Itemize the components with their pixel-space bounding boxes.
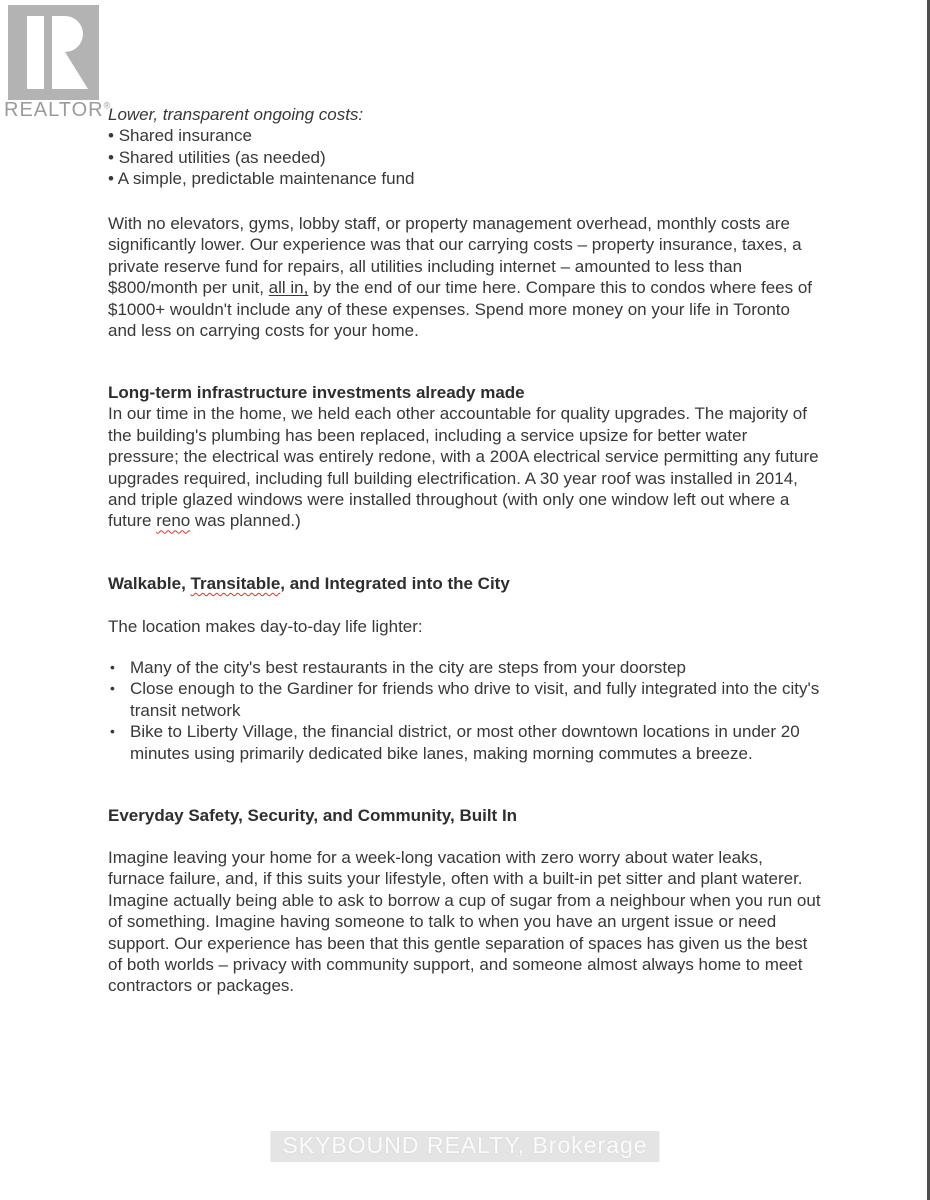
safety-paragraph: Imagine leaving your home for a week-long vacation with zero worry about water leaks, furnace failure, and, if this suits your lifestyle, often with a built-in pet sitter and plant waterer. Imagine actually being able to ask to borrow a cup of sugar from a neighbour when you run out of something. Imagine having someone to talk to when you have an urgent issue or need support. Our experience has been that this gentle separation of spaces has given us the best of both worlds – privacy with community support, and someone almost always home to meet contractors or packages. (108, 848, 821, 996)
list-item (108, 168, 822, 189)
intro-bullet-list (108, 125, 822, 189)
paragraph-text: by the end of our time here. Compare this to condos where fees of $1000+ wouldn't include any of these expenses. Spend more money on your life in Toronto and less on carrying costs for your home. (108, 278, 813, 341)
section-heading-infrastructure: Long-term infrastructure investments already made (108, 383, 525, 402)
list-item (108, 657, 822, 678)
bullet-glyph: • (110, 723, 115, 740)
location-bullet-list (108, 657, 822, 764)
spellcheck-flagged-word: reno (156, 511, 191, 531)
walkable-heading-row (108, 573, 822, 594)
underlined-phrase: all in, (268, 278, 309, 298)
infrastructure-section (108, 382, 822, 532)
bullet-glyph: • (110, 680, 115, 697)
heading-text: Walkable, (108, 574, 191, 593)
costs-paragraph (108, 213, 822, 341)
section-heading-safety: Everyday Safety, Security, and Community, Built In (108, 806, 518, 825)
list-item-text: Bike to Liberty Village, the financial district, or most other downtown locations in under 20 minutes using primarily dedicated bike lanes, making morning commutes a breeze. (130, 722, 800, 763)
bullet-glyph: • (108, 169, 114, 189)
paragraph-text: was planned.) (190, 511, 301, 531)
intro-section (108, 104, 822, 190)
list-item-text: Shared utilities (as needed) (118, 147, 326, 167)
spellcheck-flagged-word: Transitable (190, 574, 281, 593)
list-item-text: Close enough to the Gardiner for friends who drive to visit, and fully integrated into the city's transit network (130, 679, 820, 720)
list-item (108, 678, 822, 721)
infrastructure-paragraph (108, 403, 822, 531)
realtor-wordmark-text: REALTOR (4, 99, 104, 121)
bullet-glyph: • (108, 147, 114, 167)
paragraph-text: In our time in the home, we held each other accountable for quality upgrades. The majority of the building's plumbing has been replaced, including a service upsize for better water pressure; the electrical was entirely redone, with a 200A electrical service permitting any future upgrades required, including full building electrification. A 30 year roof was installed in 2014, and triple glazed windows were installed throughout (with only one window left out where a future (108, 404, 819, 531)
safety-heading-row (108, 805, 822, 826)
section-heading-walkable (108, 573, 822, 594)
walkable-bullets (108, 657, 822, 764)
bullet-glyph: • (110, 659, 115, 675)
list-item-text: Shared insurance (118, 126, 252, 146)
bullet-glyph: • (108, 126, 114, 146)
list-item (108, 125, 822, 146)
walkable-lead-row (108, 616, 822, 637)
heading-text: , and Integrated into the City (280, 574, 510, 593)
registered-trademark-symbol: ® (103, 100, 112, 111)
walkable-lead: The location makes day-to-day life lighter: (108, 617, 423, 636)
intro-lead: Lower, transparent ongoing costs: (108, 105, 364, 124)
brokerage-watermark: SKYBOUND REALTY, Brokerage (270, 1131, 659, 1162)
list-item-text: Many of the city's best restaurants in the city are steps from your doorstep (130, 658, 686, 677)
list-item-text: A simple, predictable maintenance fund (117, 169, 415, 189)
costs-section (108, 213, 822, 341)
safety-section (108, 847, 822, 997)
realtor-block-r-icon (8, 5, 99, 100)
list-item (108, 721, 822, 764)
list-item (108, 147, 822, 168)
paragraph-text: With no elevators, gyms, lobby staff, or property management overhead, monthly costs are significantly lower. Our experience was that our carrying costs – property insurance, taxes, a private reserve fund for repairs, all utilities including internet – amounted to less than $800/month per unit, (108, 214, 802, 298)
realtor-logo-icon (8, 5, 99, 100)
